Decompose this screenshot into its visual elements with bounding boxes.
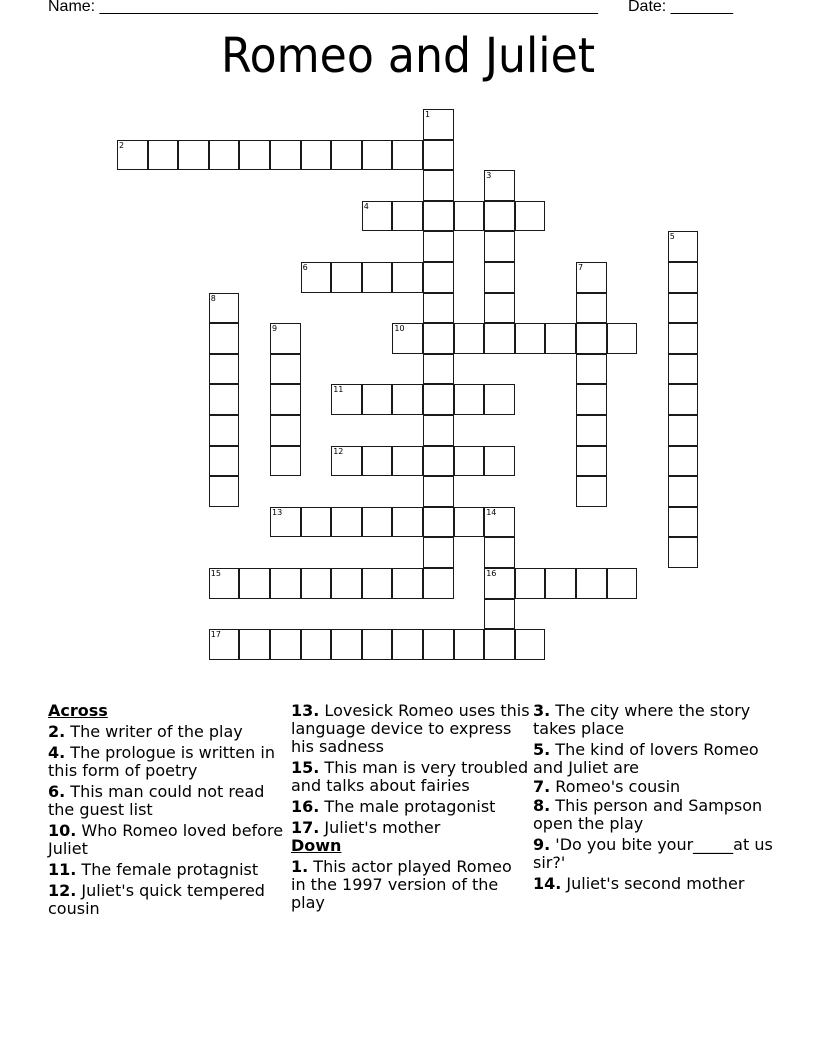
crossword-grid — [117, 109, 717, 669]
clues-column-2 — [291, 702, 531, 915]
clue-text: Romeo's cousin — [550, 777, 681, 796]
clue-text: The writer of the play — [65, 722, 243, 741]
crossword-cell[interactable] — [576, 384, 607, 415]
crossword-cell[interactable] — [331, 262, 362, 293]
clue-text: Who Romeo loved before Juliet — [48, 821, 284, 858]
crossword-cell[interactable] — [239, 629, 270, 660]
across-heading: Across — [48, 701, 108, 720]
crossword-cell[interactable] — [515, 568, 546, 599]
crossword-cell[interactable] — [209, 415, 240, 446]
cell-number: 8 — [210, 293, 216, 303]
crossword-cell[interactable] — [576, 262, 607, 293]
cell-number: 10 — [394, 324, 405, 334]
crossword-cell[interactable] — [209, 384, 240, 415]
name-date-header — [48, 0, 748, 20]
clue-across-6 — [48, 783, 288, 819]
cell-number: 11 — [333, 385, 344, 395]
clue-number: 4. — [48, 743, 66, 762]
crossword-cell[interactable] — [423, 476, 454, 507]
crossword-cell[interactable] — [331, 507, 362, 538]
crossword-cell[interactable] — [148, 140, 179, 171]
crossword-cell[interactable] — [576, 446, 607, 477]
crossword-cell[interactable] — [178, 140, 209, 171]
crossword-cell[interactable] — [484, 537, 515, 568]
crossword-cell[interactable] — [576, 354, 607, 385]
crossword-cell[interactable] — [545, 323, 576, 354]
crossword-cell[interactable] — [484, 293, 515, 324]
cell-number: 4 — [363, 201, 369, 211]
crossword-cell[interactable] — [301, 507, 332, 538]
crossword-cell[interactable] — [423, 629, 454, 660]
clue-text: 'Do you bite your_____at us sir?' — [533, 835, 773, 872]
clues-column-1 — [48, 702, 288, 921]
clue-text: This person and Sampson open the play — [533, 796, 763, 833]
clue-number: 17. — [291, 818, 320, 837]
crossword-cell[interactable] — [454, 201, 485, 232]
clue-number: 2. — [48, 722, 66, 741]
crossword-cell[interactable] — [484, 262, 515, 293]
crossword-cell[interactable] — [607, 323, 638, 354]
crossword-cell[interactable] — [668, 323, 699, 354]
page-title: Romeo and Juliet — [220, 28, 596, 84]
crossword-cell[interactable] — [239, 140, 270, 171]
crossword-cell[interactable] — [423, 323, 454, 354]
clue-across-4 — [48, 744, 288, 780]
crossword-cell[interactable] — [362, 568, 393, 599]
crossword-cell[interactable] — [515, 201, 546, 232]
crossword-cell[interactable] — [117, 140, 148, 171]
clue-text: This man is very troubled and talks about fairies — [291, 758, 529, 795]
crossword-cell[interactable] — [576, 568, 607, 599]
crossword-cell[interactable] — [331, 446, 362, 477]
crossword-cell[interactable] — [484, 446, 515, 477]
crossword-cell[interactable] — [668, 537, 699, 568]
crossword-cell[interactable] — [423, 201, 454, 232]
cell-number: 9 — [272, 324, 278, 334]
clue-number: 14. — [533, 874, 562, 893]
crossword-cell[interactable] — [454, 629, 485, 660]
crossword-cell[interactable] — [270, 415, 301, 446]
crossword-cell[interactable] — [668, 384, 699, 415]
crossword-cell[interactable] — [576, 293, 607, 324]
crossword-cell[interactable] — [484, 629, 515, 660]
crossword-cell[interactable] — [301, 568, 332, 599]
crossword-cell[interactable] — [423, 231, 454, 262]
clue-number: 13. — [291, 701, 320, 720]
crossword-cell[interactable] — [270, 568, 301, 599]
clue-down-8 — [533, 797, 773, 833]
crossword-cell[interactable] — [331, 629, 362, 660]
crossword-cell[interactable] — [454, 507, 485, 538]
crossword-cell[interactable] — [392, 507, 423, 538]
down-heading: Down — [291, 836, 342, 855]
crossword-cell[interactable] — [301, 140, 332, 171]
cell-number: 1 — [425, 110, 431, 119]
crossword-cell[interactable] — [270, 323, 301, 354]
crossword-cell[interactable] — [423, 170, 454, 201]
clue-across-15 — [291, 759, 531, 795]
crossword-cell[interactable] — [209, 568, 240, 599]
crossword-cell[interactable] — [545, 568, 576, 599]
clue-text: Juliet's second mother — [561, 874, 745, 893]
crossword-cell[interactable] — [331, 568, 362, 599]
clue-down-1 — [291, 858, 531, 912]
crossword-cell[interactable] — [209, 293, 240, 324]
crossword-cell[interactable] — [423, 109, 454, 140]
crossword-cell[interactable] — [423, 446, 454, 477]
cell-number: 17 — [210, 630, 221, 640]
clue-down-14 — [533, 875, 773, 893]
clue-across-11 — [48, 861, 288, 879]
clue-text: This man could not read the guest list — [48, 782, 265, 819]
crossword-cell[interactable] — [362, 140, 393, 171]
crossword-cell[interactable] — [423, 140, 454, 171]
clue-across-2 — [48, 723, 288, 741]
crossword-cell[interactable] — [423, 354, 454, 385]
date-field[interactable]: Date: _______ — [628, 0, 733, 15]
crossword-cell[interactable] — [209, 140, 240, 171]
clue-across-17 — [291, 819, 531, 837]
clue-text: Lovesick Romeo uses this language device to express his sadness — [291, 701, 530, 756]
crossword-cell[interactable] — [392, 629, 423, 660]
crossword-cell[interactable] — [515, 629, 546, 660]
crossword-cell[interactable] — [576, 415, 607, 446]
crossword-cell[interactable] — [362, 629, 393, 660]
clue-text: The prologue is written in this form of poetry — [48, 743, 275, 780]
cell-number: 12 — [333, 446, 344, 456]
crossword-cell[interactable] — [423, 262, 454, 293]
clue-text: The kind of lovers Romeo and Juliet are — [533, 740, 759, 777]
clue-text: Juliet's mother — [319, 818, 441, 837]
crossword-cell[interactable] — [301, 629, 332, 660]
crossword-cell[interactable] — [484, 568, 515, 599]
crossword-cell[interactable] — [362, 507, 393, 538]
crossword-cell[interactable] — [454, 446, 485, 477]
cell-number: 14 — [486, 507, 497, 517]
clues-column-3 — [533, 702, 773, 896]
clue-number: 3. — [533, 701, 551, 720]
crossword-cell[interactable] — [484, 231, 515, 262]
clue-across-16 — [291, 798, 531, 816]
cell-number: 6 — [302, 263, 308, 272]
cell-number: 2 — [119, 140, 125, 150]
crossword-cell[interactable] — [270, 354, 301, 385]
clue-down-7 — [533, 778, 773, 796]
crossword-cell[interactable] — [392, 568, 423, 599]
crossword-cell[interactable] — [423, 384, 454, 415]
crossword-cell[interactable] — [423, 293, 454, 324]
crossword-cell[interactable] — [423, 568, 454, 599]
crossword-cell[interactable] — [270, 629, 301, 660]
clue-text: This actor played Romeo in the 1997 version of the play — [291, 857, 512, 912]
crossword-cell[interactable] — [484, 384, 515, 415]
crossword-cell[interactable] — [454, 384, 485, 415]
clue-number: 10. — [48, 821, 77, 840]
clue-across-12 — [48, 882, 288, 918]
crossword-cell[interactable] — [392, 201, 423, 232]
clue-number: 1. — [291, 857, 309, 876]
crossword-cell[interactable] — [668, 354, 699, 385]
crossword-cell[interactable] — [668, 446, 699, 477]
crossword-cell[interactable] — [209, 476, 240, 507]
crossword-cell[interactable] — [423, 415, 454, 446]
crossword-cell[interactable] — [301, 262, 332, 293]
crossword-cell[interactable] — [331, 384, 362, 415]
clue-down-9 — [533, 836, 773, 872]
clue-number: 5. — [533, 740, 551, 759]
crossword-cell[interactable] — [576, 476, 607, 507]
crossword-cell[interactable] — [392, 384, 423, 415]
clue-number: 9. — [533, 835, 551, 854]
crossword-cell[interactable] — [392, 323, 423, 354]
crossword-cell[interactable] — [209, 629, 240, 660]
crossword-cell[interactable] — [331, 140, 362, 171]
crossword-cell[interactable] — [668, 262, 699, 293]
clue-text: Juliet's quick tempered cousin — [48, 881, 265, 918]
crossword-cell[interactable] — [209, 446, 240, 477]
crossword-cell[interactable] — [484, 170, 515, 201]
crossword-cell[interactable] — [454, 323, 485, 354]
clue-number: 15. — [291, 758, 320, 777]
crossword-cell[interactable] — [209, 354, 240, 385]
cell-number: 5 — [669, 232, 675, 242]
clue-number: 8. — [533, 796, 551, 815]
crossword-cell[interactable] — [362, 446, 393, 477]
crossword-cell[interactable] — [668, 476, 699, 507]
crossword-cell[interactable] — [607, 568, 638, 599]
crossword-cell[interactable] — [423, 507, 454, 538]
crossword-cell[interactable] — [484, 201, 515, 232]
cell-number: 16 — [486, 569, 497, 578]
crossword-cell[interactable] — [576, 323, 607, 354]
cell-number: 13 — [272, 507, 283, 517]
crossword-cell[interactable] — [362, 384, 393, 415]
clue-across-10 — [48, 822, 288, 858]
crossword-cell[interactable] — [423, 537, 454, 568]
clue-number: 7. — [533, 777, 551, 796]
crossword-cell[interactable] — [484, 323, 515, 354]
crossword-cell[interactable] — [484, 507, 515, 538]
crossword-cell[interactable] — [239, 568, 270, 599]
crossword-cell[interactable] — [270, 446, 301, 477]
clue-number: 16. — [291, 797, 320, 816]
crossword-cell[interactable] — [668, 231, 699, 262]
cell-number: 15 — [210, 569, 221, 578]
crossword-cell[interactable] — [362, 262, 393, 293]
crossword-cell[interactable] — [270, 507, 301, 538]
crossword-cell[interactable] — [392, 446, 423, 477]
crossword-cell[interactable] — [668, 507, 699, 538]
clue-across-13 — [291, 702, 531, 756]
crossword-cell[interactable] — [270, 140, 301, 171]
clue-number: 6. — [48, 782, 66, 801]
crossword-cell[interactable] — [270, 384, 301, 415]
crossword-cell[interactable] — [484, 599, 515, 630]
clue-text: The city where the story takes place — [533, 701, 751, 738]
cell-number: 7 — [578, 263, 584, 272]
name-field[interactable]: Name: ________________________________________________________ — [48, 0, 598, 15]
crossword-cell[interactable] — [668, 293, 699, 324]
crossword-cell[interactable] — [668, 415, 699, 446]
crossword-cell[interactable] — [392, 262, 423, 293]
crossword-cell[interactable] — [209, 323, 240, 354]
clue-down-5 — [533, 741, 773, 777]
crossword-cell[interactable] — [515, 323, 546, 354]
clue-down-3 — [533, 702, 773, 738]
crossword-cell[interactable] — [362, 201, 393, 232]
clue-number: 12. — [48, 881, 77, 900]
clue-number: 11. — [48, 860, 77, 879]
clue-text: The male protagonist — [319, 797, 496, 816]
clue-text: The female protagnist — [76, 860, 259, 879]
cell-number: 3 — [486, 171, 492, 181]
crossword-cell[interactable] — [392, 140, 423, 171]
